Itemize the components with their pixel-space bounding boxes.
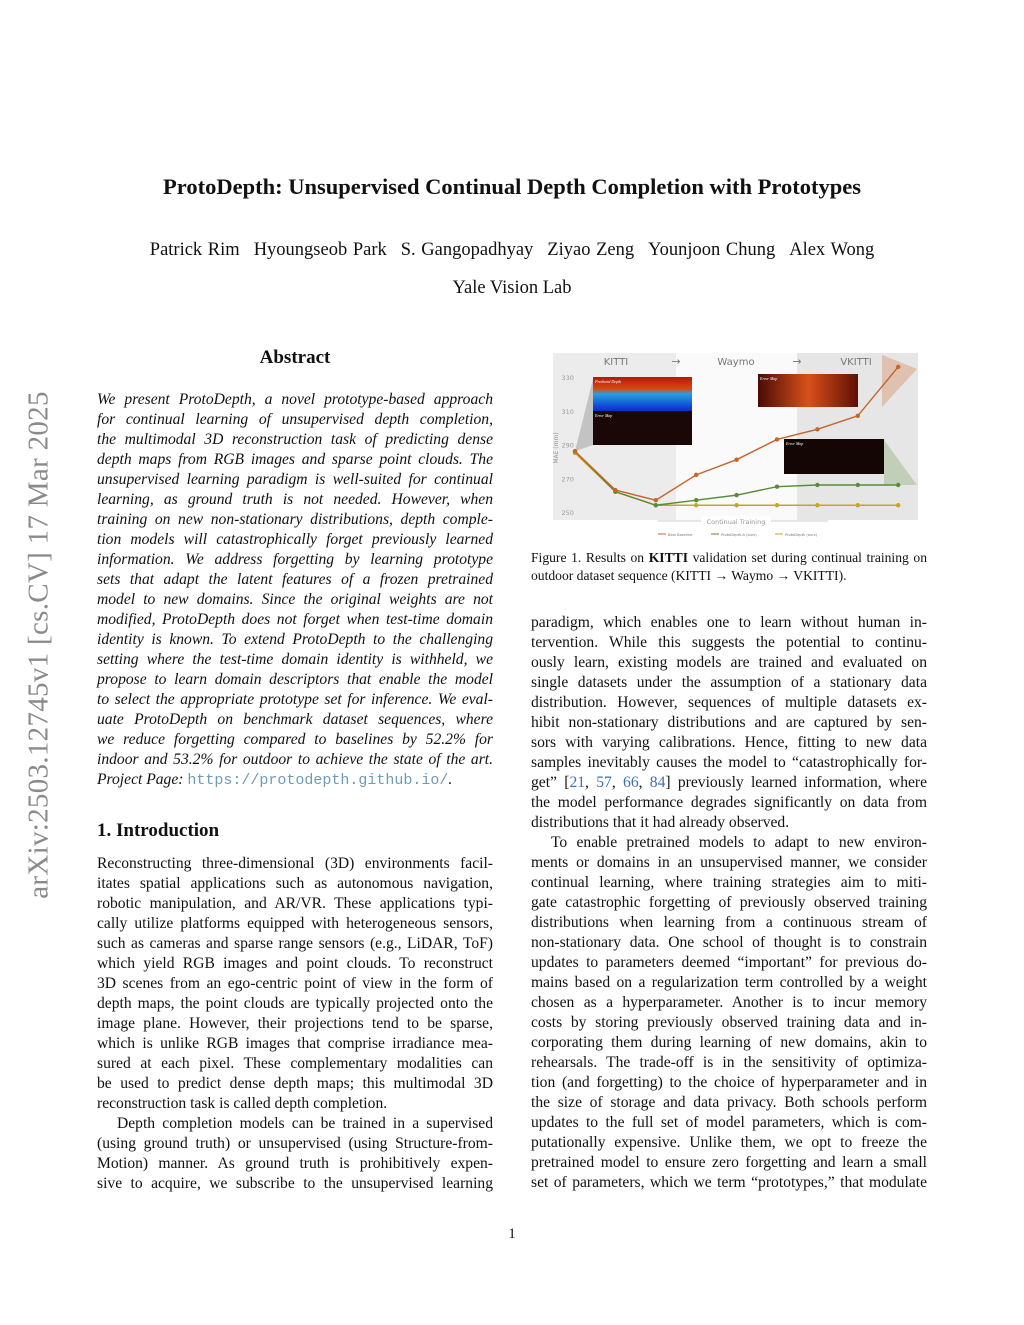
- text-line: non-stationary data. One school of thought is to constrain: [531, 934, 927, 951]
- y-tick-label: 310: [561, 407, 574, 416]
- text-line: continual learning, where training strategies aim to miti-: [531, 874, 927, 891]
- text-line: 3D scenes from an ego-centric point of view in the form of: [97, 975, 493, 992]
- text-line: depth maps from RGB images and sparse point clouds. The: [97, 451, 493, 468]
- text-line: the model performance degrades significantly on data from: [531, 794, 927, 811]
- author-name: Alex Wong: [789, 240, 875, 260]
- author-name: Hyoungseob Park: [253, 240, 387, 260]
- text-line: Depth completion models can be trained in a supervised: [117, 1115, 493, 1132]
- text-line: Motion) manner. As ground truth is prohibitively expen-: [97, 1155, 493, 1172]
- text-line: which yield RGB images and point clouds. To reconstruct: [97, 955, 493, 972]
- project-page-link[interactable]: https://protodepth.github.io/: [187, 772, 449, 789]
- text-line: robotic manipulation, and AR/VR. These applications typi-: [97, 895, 493, 912]
- data-point: [613, 488, 617, 492]
- text-line: [531, 773, 927, 793]
- text-line: Reconstructing three-dimensional (3D) environments facil-: [97, 855, 493, 872]
- text-line: setting where the test-time domain identity is withheld, we: [97, 651, 493, 668]
- data-point: [775, 484, 779, 488]
- text-segment: get” [: [531, 774, 570, 791]
- y-tick-label: 250: [561, 509, 574, 517]
- figure-1-chart: [553, 353, 918, 538]
- text-line: modified, ProtoDepth does not forget when test-time domain: [97, 611, 493, 628]
- figure-caption: [531, 549, 927, 585]
- domain-label: VKITTI: [840, 357, 872, 368]
- inset-label: Error Map: [595, 413, 613, 418]
- section-heading-introduction: 1. Introduction: [97, 820, 220, 841]
- data-point: [815, 427, 819, 431]
- data-point: [775, 503, 779, 507]
- text-line: tervention. While this suggests the potential to continu-: [531, 634, 927, 651]
- text-line: identity is known. To extend ProtoDepth to the challenging: [97, 631, 493, 648]
- text-line: the multimodal 3D reconstruction task of predicting dense: [97, 431, 493, 448]
- inset-label: Predicted Depth: [595, 379, 622, 384]
- text-line: updates to the full set of model parameters, which is com-: [531, 1114, 927, 1131]
- text-line: propose to learn domain descriptors that enable the model: [97, 671, 493, 688]
- data-point: [856, 483, 860, 487]
- author-list: [0, 240, 1024, 261]
- text-line: ments or domains in an unsupervised manner, we consider: [531, 854, 927, 871]
- legend-label: ProtoDepth (ours): [785, 533, 818, 537]
- text-line: tion (and forgetting) to the choice of hyperparameter and in: [531, 1074, 927, 1091]
- citation-link[interactable]: 66: [623, 774, 639, 791]
- text-line: training on new non-stationary distributions, depth comple-: [97, 511, 493, 528]
- text-line: we reduce forgetting compared to baselines by 52.2% for: [97, 731, 493, 748]
- text-line: putationally expensive. Unlike them, we opt to freeze the: [531, 1134, 927, 1151]
- data-point: [815, 483, 819, 487]
- inset-label: Error Map: [760, 376, 778, 381]
- text-line: updates to parameters deemed “important” for previous do-: [531, 954, 927, 971]
- citation-link[interactable]: 84: [649, 774, 666, 791]
- text-line: uate ProtoDepth on benchmark dataset sequences, where: [97, 711, 493, 728]
- y-axis-label: MAE (mm): [553, 432, 560, 464]
- domain-label: Waymo: [717, 357, 755, 368]
- caption-prefix: Figure 1. Results on: [531, 550, 649, 565]
- text-line: rehearsals. The trade-off is in the sensitivity of optimiza-: [531, 1054, 927, 1071]
- project-page-line: [97, 770, 493, 790]
- author-name: Younjoon Chung: [648, 240, 776, 260]
- text-line: learning, as ground truth is not needed. However, when: [97, 491, 493, 508]
- text-line: single datasets under the assumption of a stationary data: [531, 674, 927, 691]
- arrow-icon: →: [792, 355, 802, 368]
- data-point: [734, 457, 738, 461]
- text-line: distributions when learning from a continuous stream of: [531, 914, 927, 931]
- text-line: sured at each pixel. These complementary modalities can: [97, 1055, 493, 1072]
- text-line: information. We address forgetting by learning prototype: [97, 551, 493, 568]
- text-line: distribution. However, sequences of multiple datasets ex-: [531, 694, 927, 711]
- text-line: be used to predict dense depth maps; this multimodal 3D: [97, 1075, 493, 1092]
- text-segment: ,: [611, 774, 624, 791]
- data-point: [815, 503, 819, 507]
- y-tick-label: 290: [561, 441, 574, 450]
- text-line: the size of storage and data privacy. Both schools perform: [531, 1094, 927, 1111]
- text-line: set of parameters, which we term “prototypes,” that modulate: [531, 1174, 927, 1191]
- author-name: Patrick Rim: [149, 240, 240, 260]
- data-point: [694, 498, 698, 502]
- data-point: [734, 503, 738, 507]
- text-segment: ,: [638, 774, 650, 791]
- arrow-icon: →: [671, 355, 681, 368]
- data-point: [734, 493, 738, 497]
- text-line: costs by storing previously observed training data and in-: [531, 1014, 927, 1031]
- domain-label: KITTI: [603, 357, 629, 368]
- text-line: sets that adapt the latent features of a frozen pretrained: [97, 571, 493, 588]
- text-line: samples inevitably causes the model to “catastrophically for-: [531, 754, 927, 771]
- page-number: 1: [508, 1226, 516, 1242]
- text-line: model to new domains. Since the original weights are not: [97, 591, 493, 608]
- legend-label: Best Baseline: [668, 533, 693, 537]
- text-line: mains based on a regularization term controlled by a weight: [531, 974, 927, 991]
- data-point: [896, 365, 900, 369]
- text-line: depth maps, the point clouds are typically projected onto the: [97, 995, 493, 1012]
- caption-bold: KITTI: [648, 550, 688, 565]
- project-page-label: Project Page:: [97, 771, 188, 788]
- data-point: [654, 498, 658, 502]
- text-line: sive to acquire, we subscribe to the unsupervised learning: [97, 1175, 493, 1192]
- text-line: sors with varying calibrations. Hence, fitting to new data: [531, 734, 927, 751]
- text-line: chosen as a hyperparameter. Another is to incur memory: [531, 994, 927, 1011]
- text-line: which is unlike RGB images that comprise irradiance mea-: [97, 1035, 493, 1052]
- text-line: indoor and 53.2% for outdoor to achieve the state of the art.: [97, 751, 493, 768]
- text-segment: ] previously learned information, where: [665, 774, 928, 791]
- affiliation: Yale Vision Lab: [452, 278, 572, 298]
- text-line: paradigm, which enables one to learn without human in-: [531, 614, 927, 631]
- data-point: [694, 503, 698, 507]
- author-name: S. Gangopadhyay: [400, 240, 534, 260]
- text-line: such as cameras and sparse range sensors (e.g., LiDAR, ToF): [97, 935, 493, 952]
- data-point: [896, 503, 900, 507]
- text-line: distributions that it had already observed.: [531, 814, 790, 831]
- citation-link[interactable]: 57: [596, 774, 612, 791]
- abstract-heading: Abstract: [259, 347, 331, 368]
- author-name: Ziyao Zeng: [547, 240, 635, 260]
- text-line: pretrained model to ensure zero forgetting and learn a small: [531, 1154, 927, 1171]
- data-point: [694, 473, 698, 477]
- y-tick-label: 330: [561, 374, 574, 382]
- text-line: tion models will catastrophically forget previously learned: [97, 531, 493, 548]
- text-line: gate catastrophic forgetting of previously observed training: [531, 894, 927, 911]
- text-line: ously learn, existing models are trained and evaluated on: [531, 654, 927, 671]
- paper-title: ProtoDepth: Unsupervised Continual Depth Completion with Prototypes: [163, 174, 861, 199]
- intro-left-column: [97, 854, 493, 1194]
- data-point: [856, 414, 860, 418]
- text-line: to select the appropriate prototype set for inference. We eval-: [97, 691, 493, 708]
- intro-right-column: [531, 613, 927, 1193]
- text-line: unsupervised learning paradigm is well-suited for continual: [97, 471, 493, 488]
- x-axis-label: Continual Training: [706, 518, 766, 526]
- inset-label: Error Map: [786, 441, 804, 446]
- text-line: hibit non-stationary distributions and are captured by sen-: [531, 714, 927, 731]
- arxiv-identifier: arXiv:2503.12745v1 [cs.CV] 17 Mar 2025: [22, 391, 55, 899]
- text-segment: ,: [585, 774, 597, 791]
- caption-rest: validation set during continual training on outdoor dataset sequence (KITTI → Waymo → VKITTI).: [531, 550, 927, 583]
- text-line: We present ProtoDepth, a novel prototype-based approach: [97, 391, 493, 408]
- text-line: corporating them during learning of new domains, akin to: [531, 1034, 927, 1051]
- data-point: [856, 503, 860, 507]
- abstract-body: [97, 390, 493, 790]
- text-line: To enable pretrained models to adapt to new environ-: [551, 834, 927, 851]
- y-tick-label: 270: [561, 475, 574, 484]
- data-point: [654, 503, 658, 507]
- text-line: reconstruction task is called depth completion.: [97, 1095, 388, 1112]
- text-line: itates spatial applications such as autonomous navigation,: [97, 875, 493, 892]
- citation-link[interactable]: 21: [569, 774, 586, 791]
- text-line: (using ground truth) or unsupervised (using Structure-from-: [97, 1135, 493, 1152]
- data-point: [775, 437, 779, 441]
- data-point: [896, 483, 900, 487]
- text-line: for continual learning of unsupervised depth completion,: [97, 411, 493, 428]
- period: .: [448, 771, 453, 788]
- text-line: image plane. However, their projections tend to be sparse,: [97, 1015, 493, 1032]
- text-line: cally utilize platforms equipped with heterogeneous sensors,: [97, 915, 493, 932]
- data-point: [573, 449, 577, 453]
- legend-label: ProtoDepth-A (ours): [721, 533, 757, 537]
